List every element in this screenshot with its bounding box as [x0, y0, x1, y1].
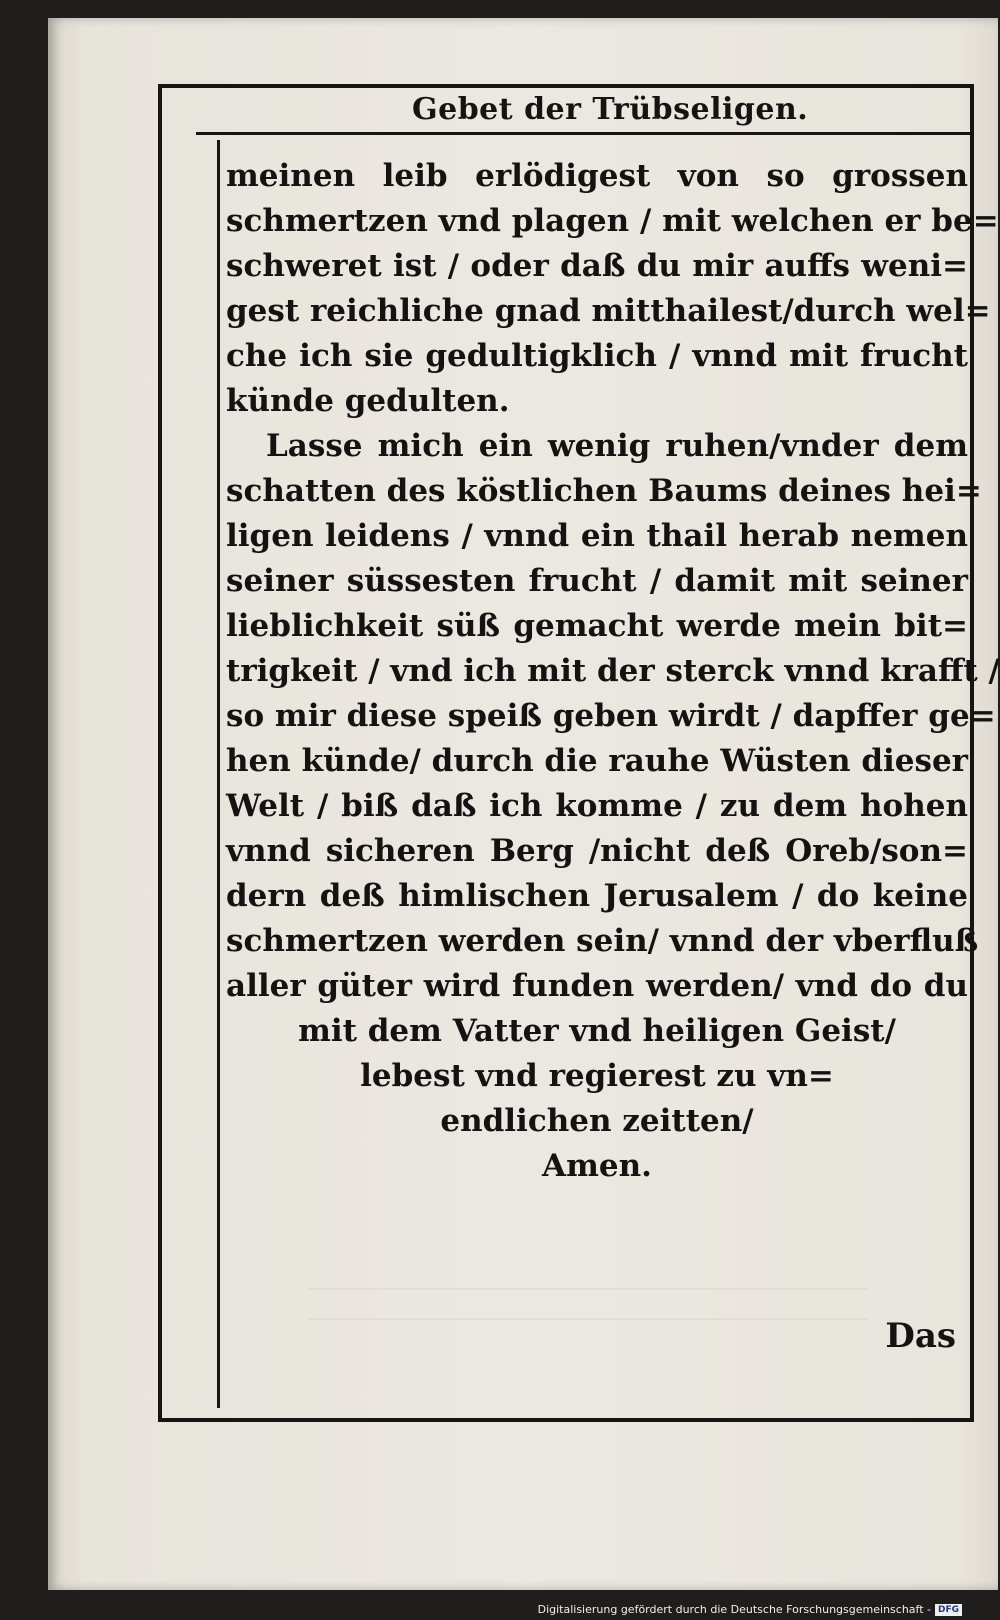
text-line: gest reichliche gnad mitthailest/durch wel=: [226, 293, 991, 329]
text-line: schweret ist / oder daß du mir auffs weni=: [226, 248, 968, 284]
text-line: endlichen zeitten/: [440, 1103, 754, 1139]
running-head: Gebet der Trübseligen.: [412, 92, 809, 127]
text-line: ligen leidens / vnnd ein thail herab nemen: [226, 518, 968, 554]
text-line: künde gedulten.: [226, 383, 510, 419]
text-line: hen künde/ durch die rauhe Wüsten dieser: [226, 743, 969, 779]
page-border-frame: [158, 84, 1000, 1422]
text-line: trigkeit / vnd ich mit der sterck vnnd krafft /: [226, 653, 1000, 689]
text-line: aller güter wird funden werden/ vnd do du: [226, 968, 968, 1004]
text-line: Amen.: [542, 1148, 652, 1184]
digitization-footer: [538, 1603, 962, 1616]
text-line: Lasse mich ein wenig ruhen/vnder dem: [266, 428, 968, 464]
book-page: [48, 18, 998, 1590]
text-line: lebest vnd regierest zu vn=: [360, 1058, 834, 1094]
text-line: che ich sie gedultigklich / vnnd mit frucht: [226, 338, 968, 374]
body-text: [226, 154, 1000, 1189]
dfg-logo: DFG: [935, 1604, 962, 1616]
text-line: schmertzen werden sein/ vnnd der vberfluß: [226, 923, 979, 959]
text-line: mit dem Vatter vnd heiligen Geist/: [298, 1013, 896, 1049]
footer-text: Digitalisierung gefördert durch die Deutsche Forschungsgemeinschaft -: [537, 1603, 931, 1616]
text-line: Welt / biß daß ich komme / zu dem hohen: [226, 788, 968, 824]
text-line: schmertzen vnd plagen / mit welchen er be=: [226, 203, 999, 239]
left-margin-rule: [217, 140, 220, 1408]
text-line: seiner süssesten frucht / damit mit seiner: [226, 563, 968, 599]
text-line: so mir diese speiß geben wirdt / dapffer ge=: [226, 698, 996, 734]
text-line: dern deß himlischen Jerusalem / do keine: [226, 878, 968, 914]
text-line: meinen leib erlödigest von so grossen: [226, 158, 968, 194]
header-rule: [196, 132, 970, 135]
text-line: lieblichkeit süß gemacht werde mein bit=: [226, 608, 968, 644]
text-line: schatten des köstlichen Baums deines hei=: [226, 473, 982, 509]
catchword: Das: [885, 1316, 956, 1356]
text-line: vnnd sicheren Berg /nicht deß Oreb/son=: [226, 833, 968, 869]
